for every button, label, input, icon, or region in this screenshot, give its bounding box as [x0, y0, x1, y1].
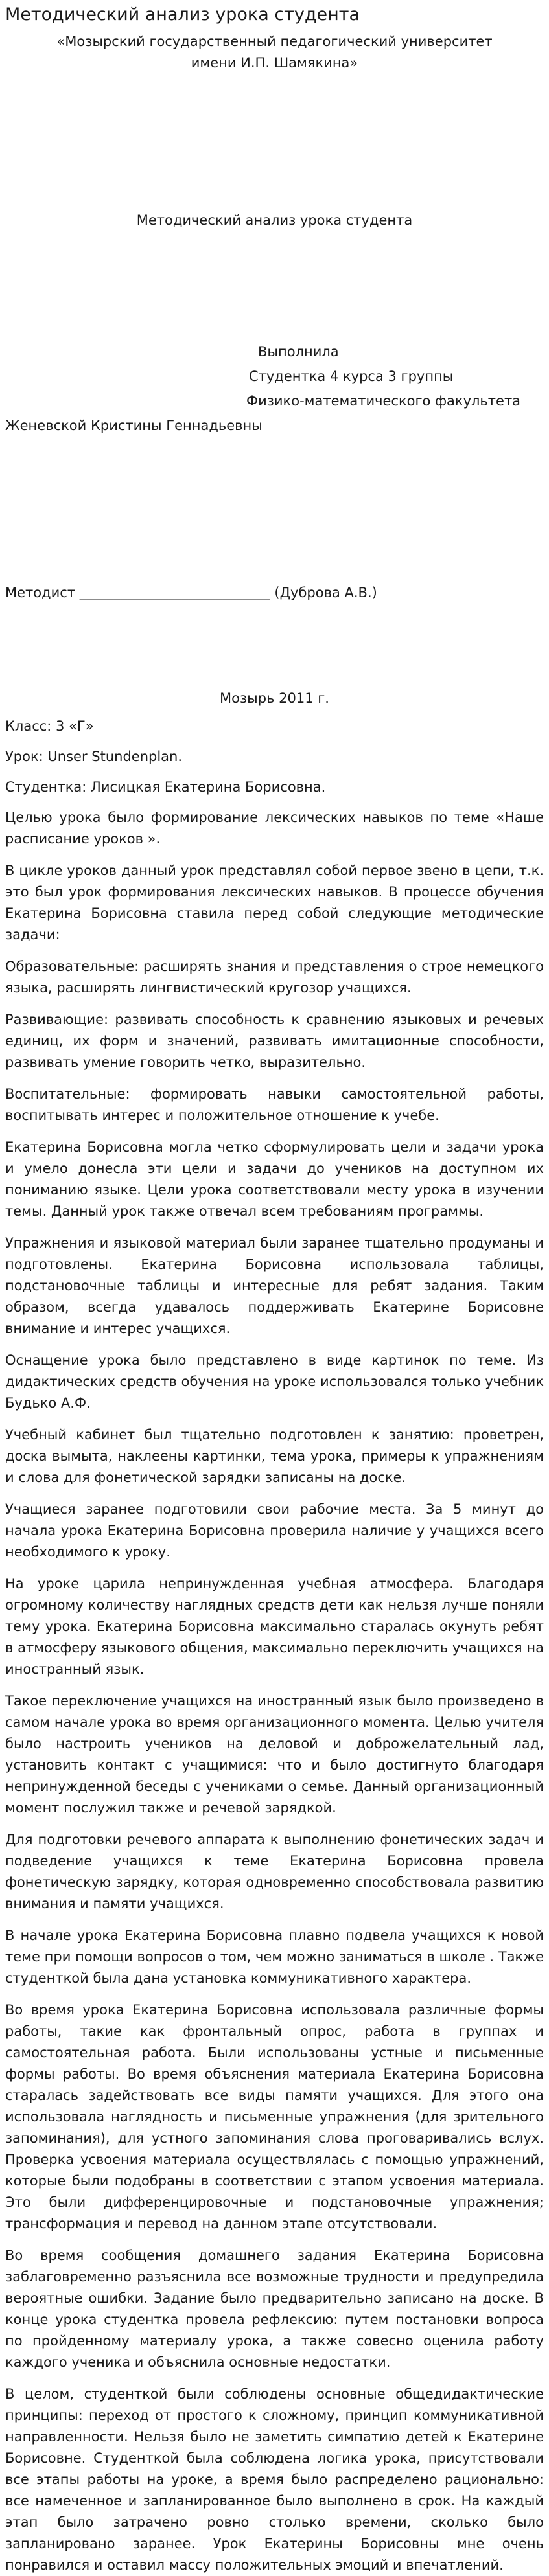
- paragraph: Упражнения и языковой материал были заранее тщательно продуманы и подготовлены. Екатерина Борисовна использовала таблицы, подстановочные таблицы и интересные для ребят задания. Таким образом, всегда удавалось поддерживать Екатерине Борисовне внимание и интерес учащихся.: [5, 1235, 544, 1336]
- university-line-1: «Мозырский государственный педагогический университет: [56, 34, 493, 49]
- document-page: [0, 4, 549, 2576]
- paragraph: Урок: Unser Stundenplan.: [5, 749, 183, 764]
- paragraph: В цикле уроков данный урок представлял собой первое звено в цепи, т.к. это был урок формирования лексических навыков. В процессе обучения Екатерина Борисовна ставила перед собой следующие методические задачи:: [5, 863, 544, 942]
- paragraph: Такое переключение учащихся на иностранный язык было произведено в самом начале урока во время организационного момента. Целью учителя было настроить учеников на деловой и доброжелательный лад, установить контакт с учащимися: что и было достигнуто благодаря непринужденной беседы с учениками о семье. Данный организационный момент послужил также и речевой зарядкой.: [5, 1693, 544, 1816]
- paragraph: Учащиеся заранее подготовили свои рабочие места. За 5 минут до начала урока Екатерина Борисовна проверила наличие у учащихся всего необходимого к уроку.: [5, 1501, 544, 1560]
- paragraph: Во время сообщения домашнего задания Екатерина Борисовна заблаговременно разъяснила все возможные трудности и предупредила вероятные ошибки. Задание было предварительно записано на доске. В конце урока студентка провела рефлексию: путем постановки вопроса по пройденному материалу урока, а также совесно оценила работу каждого ученика и объяснила основные недостатки.: [5, 2248, 544, 2370]
- paragraph: На уроке царила непринужденная учебная атмосфера. Благодаря огромному количеству наглядных средств дети как нельзя лучше поняли тему урока. Екатерина Борисовна максимально старалась окунуть ребят в атмосферу языкового общения, максимально переключить учащихся на иностранный язык.: [5, 1576, 544, 1677]
- paragraph: В целом, студенткой были соблюдены основные общедидактические принципы: переход от простого к сложному, принцип коммуникативной направленности. Нельзя было не заметить симпатию детей к Екатерине Борисовне. Студенткой была соблюдена логика урока, присутствовали все этапы работы на уроке, а время было распределено рационально: все намеченное и запланированное было выполнено в срок. На каждый этап было затрачено ровно столько времени, сколько было запланировано заранее. Урок Екатерины Борисовны мне очень понравился и оставил массу положительных эмоций и впечатлений.: [5, 2386, 544, 2573]
- document-heading: Методический анализ урока студента: [136, 212, 413, 228]
- faculty: Физико-математического факультета: [246, 393, 521, 409]
- paragraph: Целью урока было формирование лексических навыков по теме «Наше расписание уроков ».: [5, 810, 544, 847]
- city-year: Мозырь 2011 г.: [220, 690, 329, 706]
- paragraph: Воспитательные: формировать навыки самостоятельной работы, воспитывать интерес и положительное отношение к учебе.: [5, 1086, 544, 1123]
- student-course: Студентка 4 курса 3 группы: [249, 369, 454, 384]
- page-title: Методический анализ урока студента: [5, 5, 360, 25]
- student-name: Женевской Кристины Геннадьевны: [5, 418, 263, 433]
- analysis-body: [5, 716, 544, 2576]
- done-by-label: Выполнила: [258, 344, 339, 359]
- paragraph: Образовательные: расширять знания и представления о строе немецкого языка, расширять лингвистический кругозор учащихся.: [5, 959, 544, 996]
- paragraph: Оснащение урока было представлено в виде картинок по теме. Из дидактических средств обучения на уроке использовался только учебник Будько А.Ф.: [5, 1352, 544, 1411]
- paragraph: В начале урока Екатерина Борисовна плавно подвела учащихся к новой теме при помощи вопросов о том, чем можно заниматься в школе . Также студенткой была дана установка коммуникативного характера.: [5, 1928, 544, 1986]
- paragraph: Класс: 3 «Г»: [5, 718, 94, 734]
- methodist-line: Методист ____________________________ (Дуброва А.В.): [5, 585, 377, 600]
- university-line-2: имени И.П. Шамякина»: [191, 55, 358, 71]
- paragraph: Студентка: Лисицкая Екатерина Борисовна.: [5, 779, 326, 795]
- author-block: [5, 341, 544, 436]
- paragraph: Екатерина Борисовна могла четко сформулировать цели и задачи урока и умело донесла эти цели и задачи до учеников на доступном их пониманию языке. Цели урока соответствовали месту урока в изучении темы. Данный урок также отвечал всем требованиям программы.: [5, 1139, 544, 1219]
- paragraph: Учебный кабинет был тщательно подготовлен к занятию: проветрен, доска вымыта, наклеены картинки, тема урока, примеры к упражнениям и слова для фонетической зарядки записаны на доске.: [5, 1427, 544, 1485]
- paragraph: Для подготовки речевого аппарата к выполнению фонетических задач и подведение учащихся к теме Екатерина Борисовна провела фонетическую зарядку, которая одновременно способствовала развитию внимания и памяти учащихся.: [5, 1832, 544, 1911]
- paragraph: Развивающие: развивать способность к сравнению языковых и речевых единиц, их форм и значений, развивать имитационные способности, развивать умение говорить четко, выразительно.: [5, 1012, 544, 1070]
- paragraph: Во время урока Екатерина Борисовна использовала различные формы работы, такие как фронтальный опрос, работа в группах и самостоятельная работа. Были использованы устные и письменные формы работы. Во время объяснения материала Екатерина Борисовна старалась задействовать все виды памяти учащихся. Для этого она использовала наглядность и письменные упражнения (для зрительного запоминания), для устного запоминания слова проговаривались вслух. Проверка усвоения материала осуществлялась с помощью упражнений, которые были подобраны в соответствии с этапом усвоения материала. Это были дифференцировочные и подстановочные упражнения; трансформация и перевод на данном этапе отсутствовали.: [5, 2002, 544, 2231]
